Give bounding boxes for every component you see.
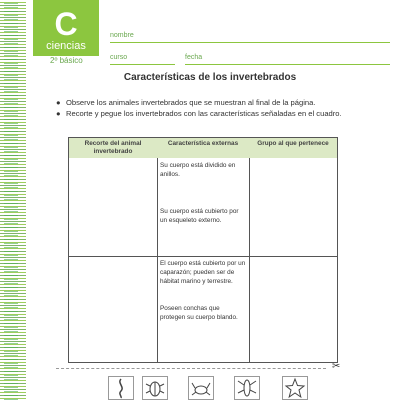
insect-icon[interactable] (234, 376, 260, 400)
cut-line (56, 368, 326, 369)
instructions-list (56, 98, 356, 120)
row-divider (69, 256, 337, 257)
course-field[interactable] (110, 64, 175, 65)
characteristic-text: Su cuerpo está cubierto por un esqueleto externo. (160, 208, 239, 224)
characteristic-text: El cuerpo está cubierto por un caparazón; pueden ser de hábitat marino y terrestre. (160, 260, 246, 285)
cutout-drop-area[interactable] (71, 160, 155, 254)
crab-icon[interactable] (188, 376, 214, 400)
name-field[interactable] (110, 42, 390, 43)
column-divider (157, 158, 158, 362)
column-header-cutout: Recorte del animal invertebrado (84, 140, 142, 155)
characteristics-table (68, 137, 338, 363)
worm-icon[interactable] (108, 376, 134, 400)
characteristic-text: Su cuerpo está dividido en anillos. (160, 162, 236, 178)
table-header (69, 138, 337, 158)
date-label: fecha (185, 54, 203, 61)
instruction-item: ● Observe los animales invertebrados que se muestran al final de la página. (56, 98, 316, 107)
column-header-characteristics: Característica externas (167, 140, 239, 147)
page-title: Características de los invertebrados (123, 72, 297, 83)
starfish-icon[interactable] (282, 376, 308, 400)
column-divider (249, 158, 250, 362)
bullet-icon: ● (56, 98, 61, 107)
bullet-icon: ● (56, 109, 61, 118)
characteristic-text: Poseen conchas que protegen su cuerpo blando. (160, 305, 238, 321)
group-answer-area[interactable] (251, 160, 335, 254)
decorative-border-lines (4, 0, 18, 400)
date-field[interactable] (185, 64, 390, 65)
column-header-group: Grupo al que pertenece (257, 140, 329, 147)
logo-letter: C (54, 6, 78, 42)
course-label: curso (110, 54, 128, 61)
scissors-icon: ✂ (332, 361, 341, 372)
subject-logo (33, 0, 99, 56)
name-label: nombre (110, 32, 134, 39)
beetle-icon[interactable] (142, 376, 168, 400)
group-answer-area[interactable] (251, 258, 335, 360)
grade-label: 2º básico (50, 56, 83, 65)
instruction-item: ● Recorte y pegue los invertebrados con las características señaladas en el cuadro. (56, 109, 342, 118)
cutout-drop-area[interactable] (71, 258, 155, 360)
logo-subject: ciencias (46, 40, 86, 52)
